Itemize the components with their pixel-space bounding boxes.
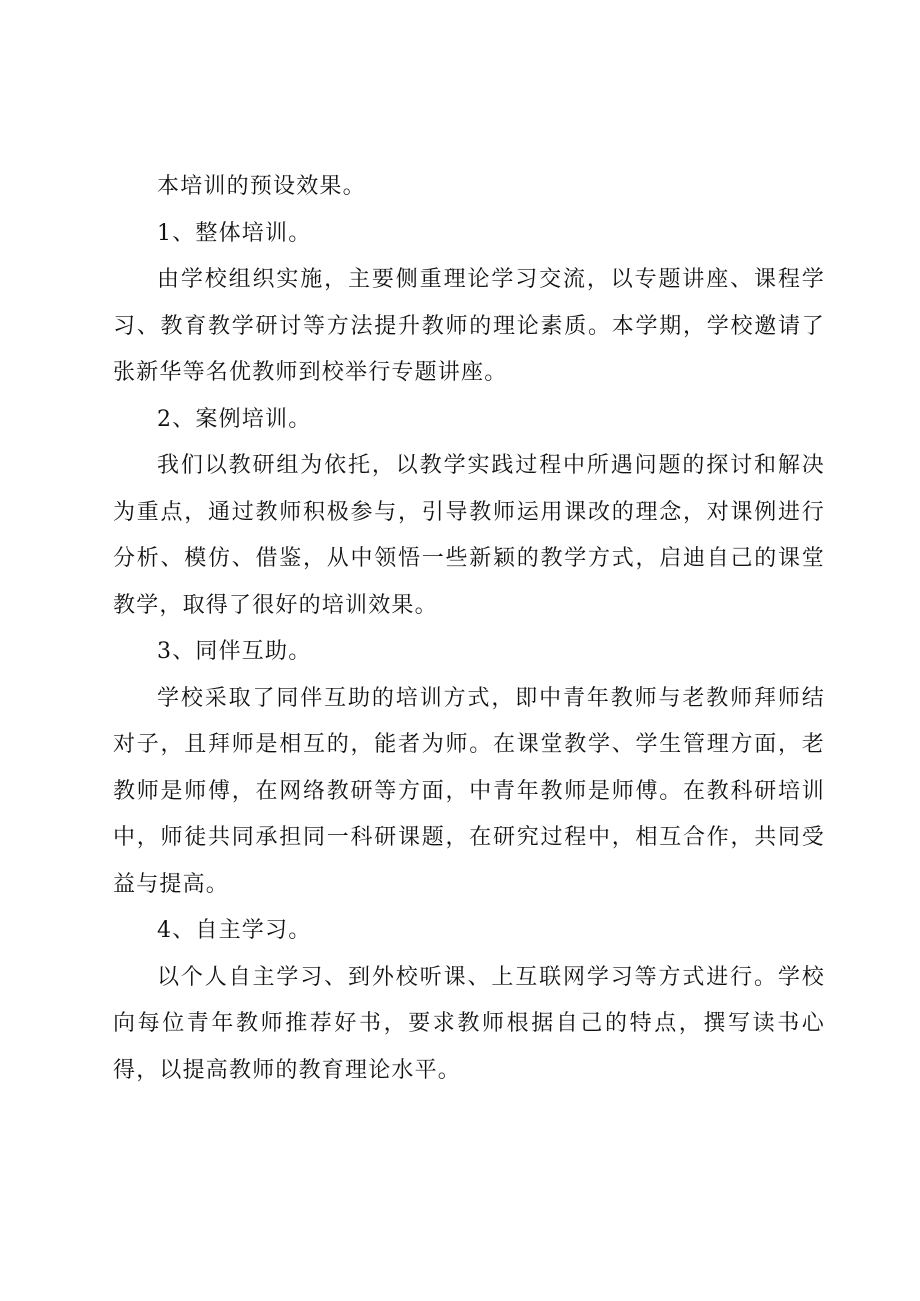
section-2-body: 我们以教研组为依托，以教学实践过程中所遇问题的探讨和解决为重点，通过教师积极参与，引导教师运用课改的理念，对课例进行分析、模仿、借鉴，从中领悟一些新颖的教学方式，启迪自己的课堂教学，取得了很好的培训效果。 (113, 453, 825, 618)
intro-paragraph: 本培训的预设效果。 (157, 174, 366, 199)
section-1-body: 由学校组织实施，主要侧重理论学习交流，以专题讲座、课程学习、教育教学研讨等方法提升教师的理论素质。本学期，学校邀请了张新华等名优教师到校举行专题讲座。 (113, 267, 825, 385)
document-page (113, 164, 825, 1094)
section-2-heading: 2、案例培训。 (157, 406, 312, 432)
section-3-body: 学校采取了同伴互助的培训方式，即中青年教师与老教师拜师结对子，且拜师是相互的，能者为师。在课堂教学、学生管理方面，老教师是师傅，在网络教研等方面，中青年教师是师傅。在教科研培训中，师徒共同承担同一科研课题，在研究过程中，相互合作，共同受益与提高。 (113, 685, 825, 897)
section-4-heading: 4、自主学习。 (157, 918, 312, 943)
section-3-heading: 3、同伴互助。 (157, 639, 312, 664)
section-1-heading: 1、整体培训。 (157, 220, 312, 246)
section-4-body: 以个人自主学习、到外校听课、上互联网学习等方式进行。学校向每位青年教师推荐好书，要求教师根据自己的特点，撰写读书心得，以提高教师的教育理论水平。 (113, 964, 825, 1083)
